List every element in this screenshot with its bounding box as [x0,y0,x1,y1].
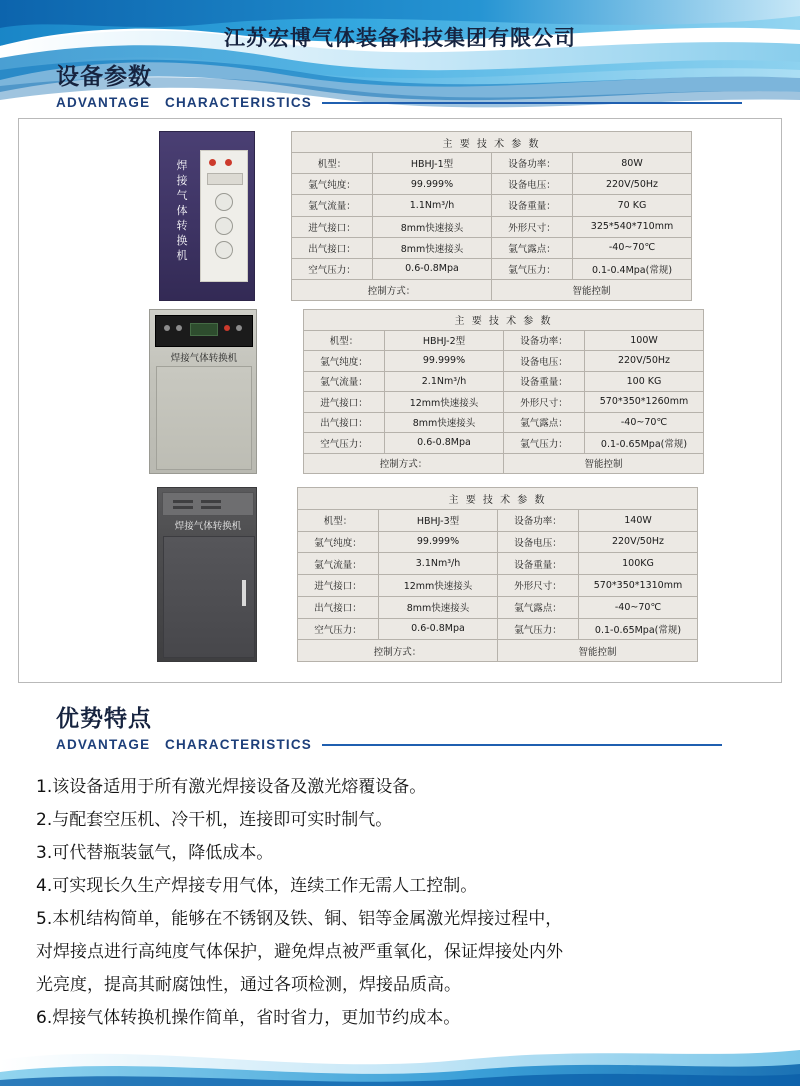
product-photo-3-caption: 焊接气体转换机 [174,521,242,532]
product-photo-2-door [156,366,252,470]
cell-key: 进气接口： [304,392,385,413]
cell-value: 140W [579,509,698,531]
cell-value: HBHJ-1型 [373,153,492,174]
spec-table-2-title: 主 要 技 术 参 数 [304,310,704,331]
list-item: 4.可实现长久生产焊接专用气体，连续工作无需人工控制。 [36,876,478,896]
cell-value: -40~70℃ [579,596,698,618]
section-title-en: ADVANTAGE CHARACTERISTICS [56,95,312,110]
cell-value: 100 KG [585,371,704,392]
table-row [298,509,698,531]
table-row [304,433,704,454]
page-header [0,0,800,118]
cell-key: 氩气流量： [292,195,373,216]
gauge-2-icon [215,217,233,235]
list-item: 6.焊接气体转换机操作简单，省时省力，更加节约成本。 [36,1008,461,1028]
equipment-parameters-panel [18,118,782,683]
vent-slot [173,500,193,503]
table-row [298,596,698,618]
table-row [304,371,704,392]
cell-value: 220V/50Hz [579,531,698,553]
cell-key: 进气接口： [292,216,373,237]
cell-value: 12mm快速接头 [385,392,504,413]
indicator-red-icon [224,325,230,331]
cell-value: 0.1-0.65Mpa(常规) [579,618,698,640]
list-item: 3.可代替瓶装氩气，降低成本。 [36,843,274,863]
cell-key: 机型： [298,509,379,531]
table-row [304,412,704,433]
vent-slot [201,506,221,509]
section-title-cn: 优势特点 [56,706,152,732]
cell-value: -40~70℃ [573,237,692,258]
product-row-1 [159,131,692,301]
cell-value: -40~70℃ [585,412,704,433]
cell-value: 99.999% [373,174,492,195]
cell-value: 100W [585,330,704,351]
cell-key: 设备重量： [504,371,585,392]
cell-value: 99.999% [385,351,504,372]
cell-key: 出气接口： [304,412,385,433]
table-title-row [298,488,698,510]
table-row [304,330,704,351]
knob-3-icon [236,325,242,331]
cell-value: 570*350*1260mm [585,392,704,413]
table-footer-row [298,640,698,662]
indicator-red2-icon [225,159,232,166]
control-mode-label: 控制方式： [298,640,498,662]
cell-value: 220V/50Hz [585,351,704,372]
vent-slot [201,500,221,503]
cell-key: 外形尺寸： [504,392,585,413]
cell-key: 设备重量： [498,553,579,575]
door-handle [242,580,246,606]
cell-key: 氩气纯度： [292,174,373,195]
cell-key: 机型： [292,153,373,174]
list-item: 1.该设备适用于所有激光焊接设备及激光熔覆设备。 [36,777,427,797]
company-title: 江苏宏博气体装备科技集团有限公司 [224,26,576,50]
section-header-advantage [56,700,722,752]
table-row [298,531,698,553]
cell-key: 空气压力： [298,618,379,640]
product-photo-1-panel [200,150,248,282]
knob-2-icon [176,325,182,331]
cell-value: 2.1Nm³/h [385,371,504,392]
list-item: 2.与配套空压机、冷干机，连接即可实时制气。 [36,810,393,830]
table-row [304,392,704,413]
product-photo-1 [159,131,255,301]
cell-value: 220V/50Hz [573,174,692,195]
cell-key: 氩气压力： [498,618,579,640]
cell-key: 外形尺寸： [498,575,579,597]
cell-value: 570*350*1310mm [579,575,698,597]
cell-key: 氩气露点： [492,237,573,258]
list-item: 光亮度，提高其耐腐蚀性，通过各项检测，焊接品质高。 [36,975,461,995]
table-row [304,351,704,372]
cell-key: 设备重量： [492,195,573,216]
cell-value: 8mm快速接头 [373,237,492,258]
cell-key: 氩气露点： [504,412,585,433]
table-footer-row [292,279,692,300]
control-mode-label: 控制方式： [304,453,504,474]
product-photo-2-caption: 焊接气体转换机 [170,353,238,364]
cell-key: 进气接口： [298,575,379,597]
product-row-2 [149,309,704,474]
cell-key: 出气接口： [292,237,373,258]
spec-table-1 [291,131,692,301]
cell-key: 设备电压： [492,174,573,195]
cell-value: 325*540*710mm [573,216,692,237]
cell-value: 0.6-0.8Mpa [379,618,498,640]
table-row [298,618,698,640]
product-photo-3 [157,487,257,662]
section-rule [322,744,722,746]
section-title-en: ADVANTAGE CHARACTERISTICS [56,737,312,752]
table-row [292,237,692,258]
cell-value: 8mm快速接头 [373,216,492,237]
cell-key: 外形尺寸： [492,216,573,237]
cell-key: 出气接口： [298,596,379,618]
cell-key: 氩气流量： [304,371,385,392]
cell-value: 3.1Nm³/h [379,553,498,575]
cell-value: 80W [573,153,692,174]
table-row [292,174,692,195]
cell-key: 设备电压： [504,351,585,372]
list-item: 5.本机结构简单，能够在不锈钢及铁、铜、铝等金属激光焊接过程中， [36,909,563,929]
cell-key: 设备功率： [498,509,579,531]
cell-value: 99.999% [379,531,498,553]
cell-key: 设备功率： [504,330,585,351]
cell-value: 0.6-0.8Mpa [385,433,504,454]
cell-value: 100KG [579,553,698,575]
display-panel [207,173,243,185]
cell-value: HBHJ-3型 [379,509,498,531]
cell-value: 0.1-0.4Mpa(常规) [573,258,692,279]
section-title-cn: 设备参数 [56,64,152,90]
cell-key: 机型： [304,330,385,351]
spec-table-3 [297,487,698,662]
gauge-3-icon [215,241,233,259]
product-photo-2 [149,309,257,474]
control-mode-value: 智能控制 [492,279,692,300]
cell-key: 氩气露点： [498,596,579,618]
spec-table-1-title: 主 要 技 术 参 数 [292,132,692,153]
cell-key: 空气压力： [292,258,373,279]
control-mode-value: 智能控制 [498,640,698,662]
spec-table-2 [303,309,704,474]
cell-key: 氩气流量： [298,553,379,575]
table-row [292,195,692,216]
table-row [292,258,692,279]
table-row [292,153,692,174]
table-title-row [292,132,692,153]
cell-value: 0.1-0.65Mpa(常规) [585,433,704,454]
table-title-row [304,310,704,331]
product-photo-1-caption: 焊接气体转换机 [176,159,188,262]
cell-value: 12mm快速接头 [379,575,498,597]
section-header-equipment [56,58,742,110]
cell-key: 设备电压： [498,531,579,553]
list-item: 对焊接点进行高纯度气体保护，避免焊点被严重氧化，保证焊接处内外 [36,942,563,962]
vent-slot [173,506,193,509]
advantage-list [36,772,766,1036]
cell-key: 空气压力： [304,433,385,454]
cell-value: 70 KG [573,195,692,216]
cell-value: 0.6-0.8Mpa [373,258,492,279]
cell-key: 氩气压力： [492,258,573,279]
gauge-1-icon [215,193,233,211]
table-footer-row [304,453,704,474]
cell-key: 氩气纯度： [298,531,379,553]
table-row [298,575,698,597]
cell-value: 1.1Nm³/h [373,195,492,216]
knob-icon [164,325,170,331]
page-footer [0,1030,800,1086]
cell-key: 氩气压力： [504,433,585,454]
cell-value: 8mm快速接头 [379,596,498,618]
footer-decoration [0,1030,800,1086]
product-photo-2-control-panel [155,315,253,347]
spec-table-3-title: 主 要 技 术 参 数 [298,488,698,510]
cell-value: HBHJ-2型 [385,330,504,351]
control-mode-value: 智能控制 [504,453,704,474]
table-row [292,216,692,237]
cell-key: 氩气纯度： [304,351,385,372]
indicator-red-icon [209,159,216,166]
control-mode-label: 控制方式： [292,279,492,300]
cell-key: 设备功率： [492,153,573,174]
section-rule [322,102,742,104]
product-photo-3-vent [162,492,254,516]
digital-display [190,323,218,336]
table-row [298,553,698,575]
cell-value: 8mm快速接头 [385,412,504,433]
product-row-3 [157,487,698,662]
